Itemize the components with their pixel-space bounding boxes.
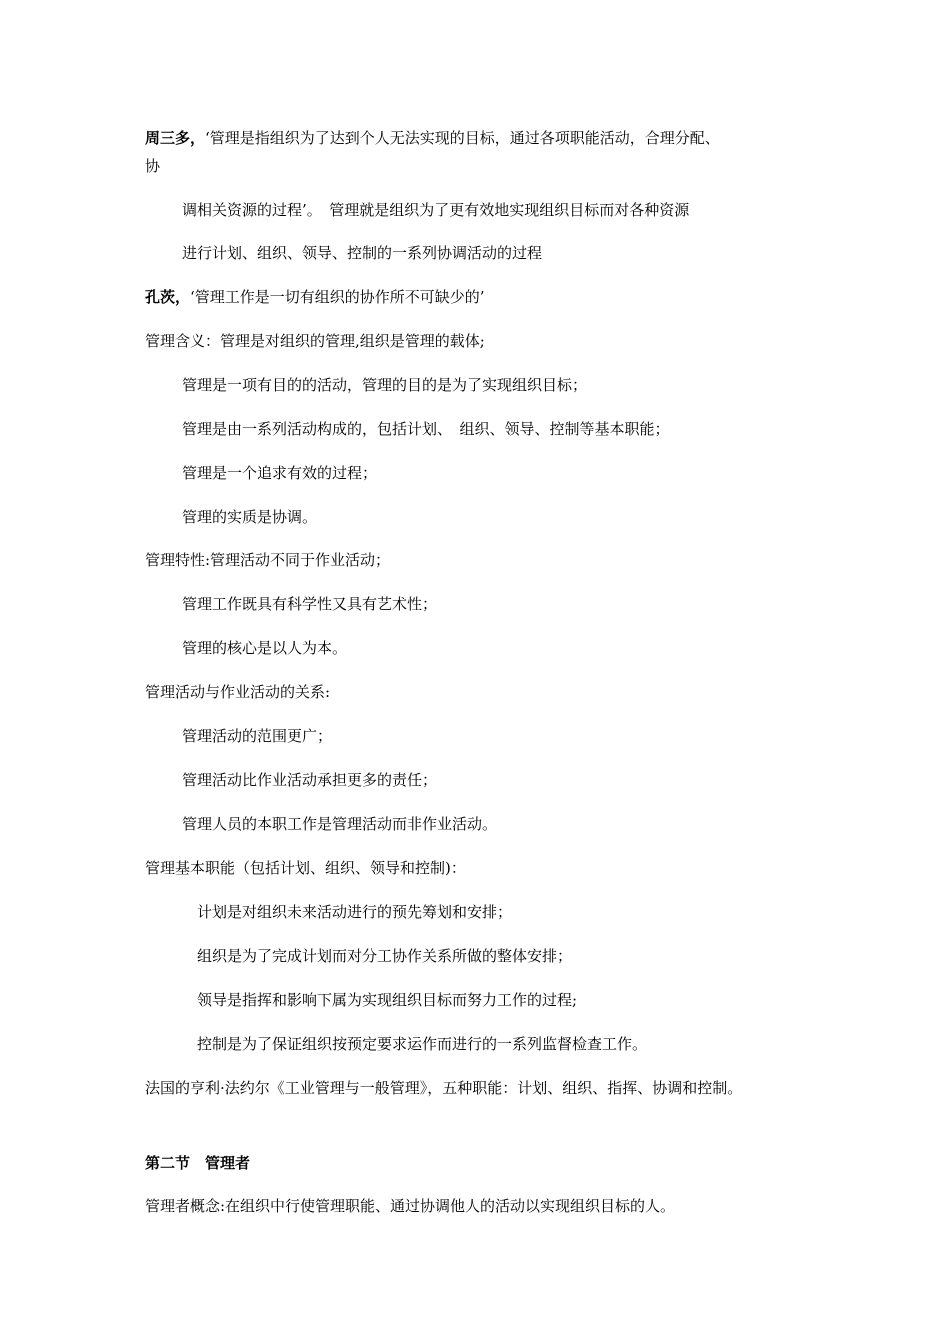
text-line: 进行计划、组织、领导、控制的一系列协调活动的过程 bbox=[182, 244, 543, 262]
quote-text: ‘管理是指组织为了达到个人无法实现的目标，通过各项职能活动，合理分配、 bbox=[205, 129, 720, 147]
list-item: 管理人员的本职工作是管理活动而非作业活动。 bbox=[182, 815, 498, 833]
list-item: 管理是一个追求有效的过程； bbox=[182, 464, 378, 482]
list-item: 管理的核心是以人为本。 bbox=[182, 639, 348, 657]
list-item: 组织是为了完成计划而对分工协作关系所做的整体安排； bbox=[197, 947, 573, 965]
author-name: 周三多， bbox=[145, 129, 206, 147]
author-name: 孔茨， bbox=[145, 288, 191, 306]
list-item: 管理活动比作业活动承担更多的责任； bbox=[182, 771, 438, 789]
list-item: 管理是由一系列活动构成的，包括计划、 组织、领导、控制等基本职能； bbox=[182, 420, 670, 438]
section-heading: 第二节 管理者 bbox=[145, 1154, 251, 1172]
quote-text: ‘管理工作是一切有组织的协作所不可缺少的’ bbox=[190, 288, 485, 306]
heading-management-meaning: 管理含义：管理是对组织的管理,组织是管理的载体; bbox=[145, 332, 485, 350]
list-item: 管理工作既具有科学性又具有艺术性； bbox=[182, 595, 438, 613]
text-line: 协 bbox=[145, 157, 161, 175]
list-item: 领导是指挥和影响下属为实现组织目标而努力工作的过程; bbox=[197, 991, 578, 1009]
list-item: 管理是一项有目的的活动，管理的目的是为了实现组织目标； bbox=[182, 376, 588, 394]
heading-activity-relation: 管理活动与作业活动的关系: bbox=[145, 683, 331, 701]
list-item: 计划是对组织未来活动进行的预先筹划和安排； bbox=[197, 903, 513, 921]
list-item: 管理活动的范围更广； bbox=[182, 727, 333, 745]
list-item: 控制是为了保证组织按预定要求运作而进行的一系列监督检查工作。 bbox=[197, 1035, 648, 1053]
text-line: 调相关资源的过程’。 管理就是组织为了更有效地实现组织目标而对各种资源 bbox=[182, 201, 690, 219]
paragraph-zhou-sanduo bbox=[145, 128, 720, 148]
list-item: 管理的实质是协调。 bbox=[182, 508, 318, 526]
heading-basic-functions: 管理基本职能（包括计划、组织、领导和控制)： bbox=[145, 859, 466, 877]
heading-management-traits: 管理特性:管理活动不同于作业活动； bbox=[145, 551, 391, 569]
paragraph-fayol: 法国的亨利·法约尔《工业管理与一般管理》，五种职能：计划、组织、指挥、协调和控制。 bbox=[145, 1079, 743, 1097]
paragraph-koontz bbox=[145, 287, 485, 307]
paragraph-manager-concept: 管理者概念:在组织中行使管理职能、通过协调他人的活动以实现组织目标的人。 bbox=[145, 1197, 676, 1215]
